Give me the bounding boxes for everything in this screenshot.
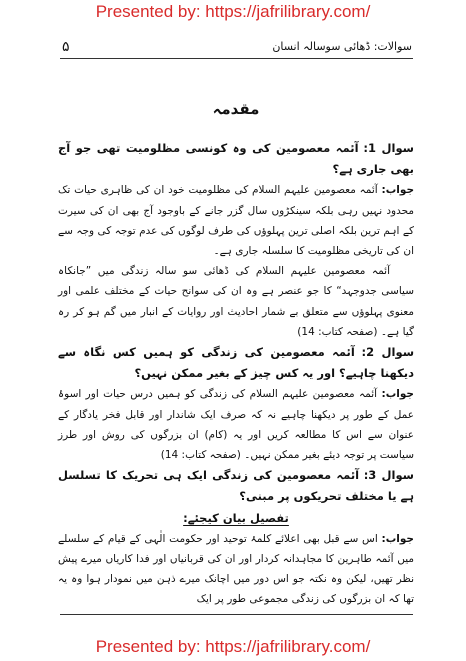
answer-1-label: جواب:	[381, 184, 415, 197]
question-3-text-2: تفصیل بیان کیجئے:	[183, 510, 289, 525]
answer-3	[58, 529, 414, 610]
question-3-text: آئمہ معصومین کی زندگی ایک ہی تحریک کا تسلسل ہے یا مختلف تحریکوں پر مبنی؟	[58, 468, 414, 504]
question-3-line-2	[58, 508, 414, 529]
footer-rule	[60, 614, 413, 615]
presented-by-banner-bottom: Presented by: https://jafrilibrary.com/	[95, 637, 371, 656]
answer-2-label: جواب:	[381, 388, 414, 401]
question-1-label: سوال 1:	[363, 141, 414, 155]
question-2-label: سوال 2:	[361, 345, 414, 360]
header-rule	[60, 58, 413, 59]
question-1	[58, 138, 414, 180]
page-header	[62, 38, 412, 56]
answer-2-text: آئمہ معصومین علیہم السلام کی زندگی کو ہمیں درس حیات اور اسوۂ عمل کے طور پر دیکھنا چاہیے نہ کہ صرف ایک شاندار اور قابل فخر یادگار کے عنوان سے اس کا مطالعہ کریں اور یہ (کام) ان بزرگوں کی روش اور طرز سیاست پر توجہ دیئے بغیر ممکن نہیں۔ (صفحہ کتاب: 14)	[58, 388, 414, 462]
answer-1-text: آئمہ معصومین علیہم السلام کی مظلومیت خود ان کی ظاہری حیات تک محدود نہیں رہی بلکہ سینکڑوں سال گزر جانے کے باوجود آج بھی ان کی سیرت کے اہم ترین بلکہ اصلی ترین پہلوؤں کی طرف لوگوں کی عدم توجہ کی وجہ سے ان کی تاریخی مظلومیت کا سلسلہ جاری ہے۔	[58, 184, 414, 258]
question-3-label: سوال 3:	[363, 468, 414, 483]
answer-2	[58, 384, 414, 465]
answer-1-paragraph-2	[58, 261, 414, 342]
question-2	[58, 342, 414, 384]
section-heading: مقدمہ	[212, 100, 260, 118]
page-number: ۵	[62, 39, 70, 55]
presented-by-banner-top: Presented by: https://jafrilibrary.com/	[95, 2, 371, 21]
running-title: سوالات: ڈھائی سوسالہ انسان	[272, 40, 412, 53]
answer-3-label: جواب:	[381, 532, 414, 545]
question-3	[58, 465, 414, 507]
question-2-text: آئمہ معصومین کی زندگی کو ہمیں کس نگاہ سے دیکھنا چاہیے؟ اور یہ کس چیز کے بغیر ممکن نہیں؟	[58, 345, 414, 381]
page-body	[58, 98, 414, 610]
answer-1-paragraph-1	[58, 180, 414, 261]
answer-3-text: اس سے قبل بھی اعلائے کلمۂ توحید اور حکومت الٰہی کے قیام کے سلسلے میں آئمہ طاہرین کا مجاہدانہ کردار اور ان کی قربانیاں اور فدا کاریاں میرے پیش نظر تھیں، لیکن وہ نکتہ جو اس دور میں اچانک میرے ذہن میں نمودار ہوا وہ یہ تھا کہ ان بزرگوں کی زندگی مجموعی طور پر ایک	[58, 532, 414, 606]
question-1-text: آئمہ معصومین کی وہ کونسی مظلومیت تھی جو آج بھی جاری ہے؟	[58, 141, 414, 177]
answer-1-text-2: آئمہ معصومین علیہم السلام کی ڈھائی سو سالہ زندگی میں ”جانکاہ سیاسی جدوجہد“ کا جو عنصر ہے وہ ان کی سوانح حیات کے مختلف علمی اور معنوی پہلوؤں سے متعلق بے شمار احادیث اور روایات کے انبار میں گم ہو کر رہ گیا ہے۔ (صفحہ کتاب: 14)	[58, 265, 414, 338]
